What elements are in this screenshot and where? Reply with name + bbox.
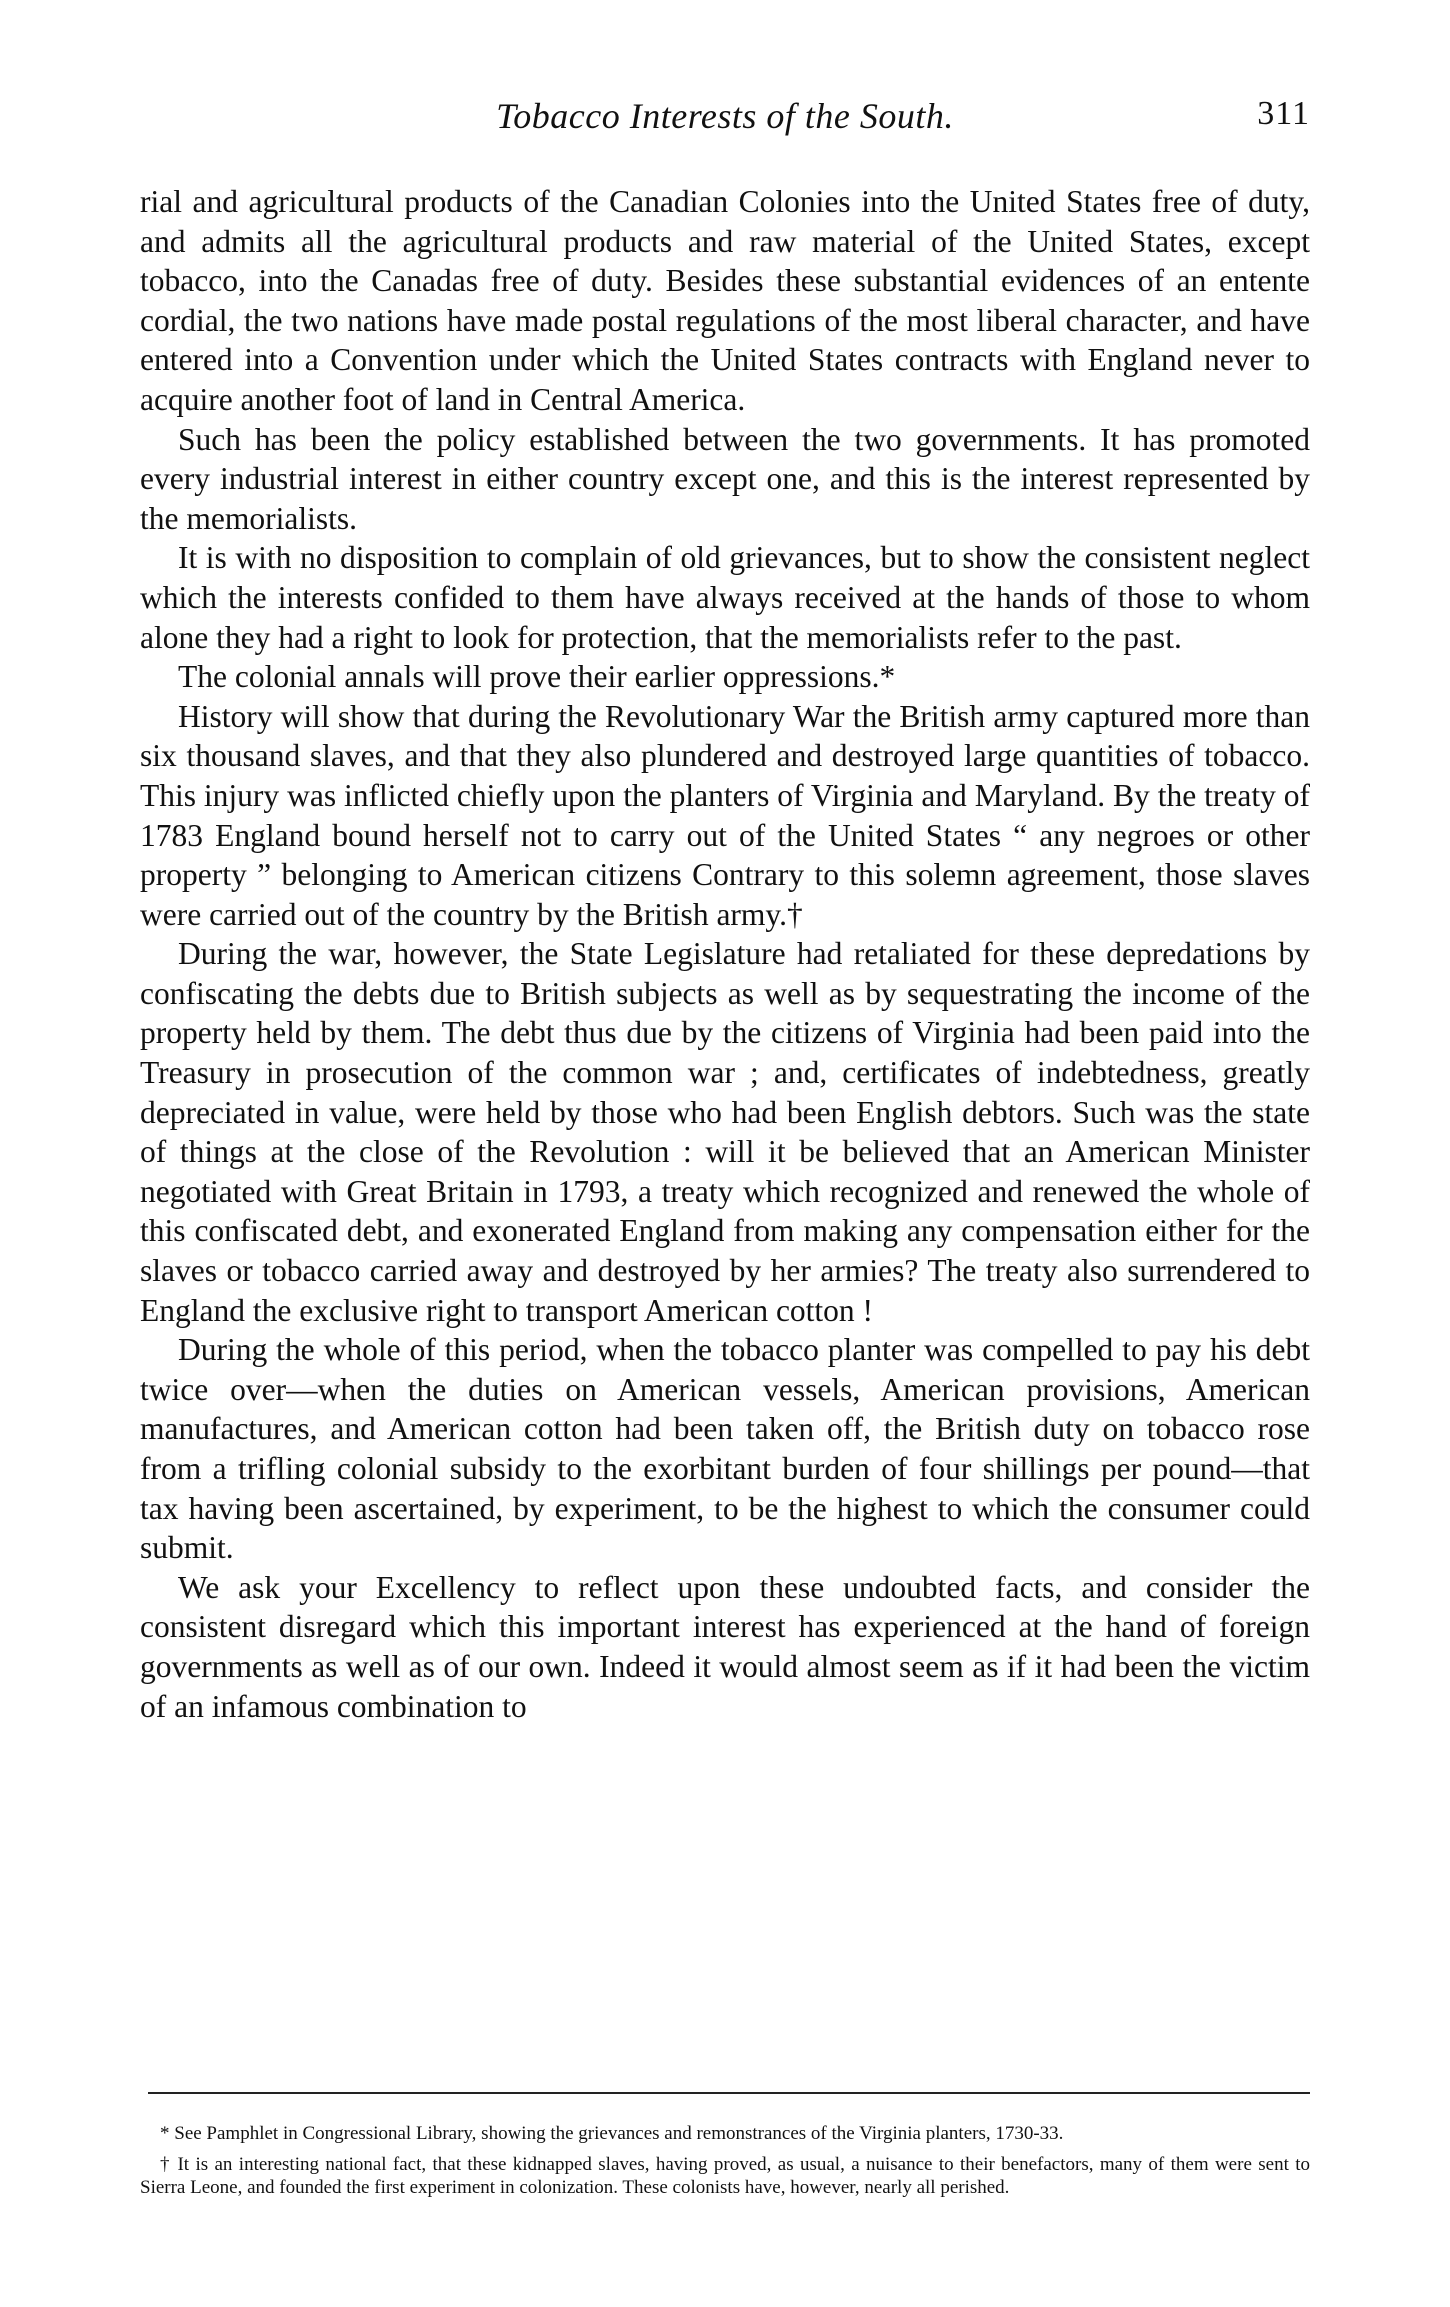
paragraph-colonial-annals: The colonial annals will prove their earlier oppressions.* bbox=[178, 659, 896, 695]
paragraph-excellency: We ask your Excellency to reflect upon these undoubted facts, and consider the consistent disregard which this important interest has experienced at the hand of foreign governments as well as of our own. Indeed it would almost seem as if it had been the victim of an infamous combination to bbox=[140, 1569, 1310, 1724]
paragraph-policy: Such has been the policy established between the two governments. It has promoted every industrial interest in either country except one, and this is the interest represented by the memorialists. bbox=[140, 421, 1310, 536]
footnote-asterisk: * See Pamphlet in Congressional Library, showing the grievances and remonstrances of the Virginia planters, 1730-33. bbox=[160, 2123, 1064, 2144]
footnote-dagger: † It is an interesting national fact, that these kidnapped slaves, having proved, as usual, a nuisance to their benefactors, many of them were sent to Sierra Leone, and founded the first experiment in colonization. These colonists have, however, nearly all perished. bbox=[140, 2154, 1310, 2198]
running-head bbox=[140, 95, 1310, 145]
footnote-divider bbox=[148, 2092, 1310, 2094]
body-text bbox=[140, 182, 1310, 1726]
paragraph-tobacco-duty: During the whole of this period, when the tobacco planter was compelled to pay his debt twice over—when the duties on American vessels, American provisions, American manufactures, and American cotton had been taken off, the British duty on tobacco rose from a trifling colonial subsidy to the exorbitant burden of four shillings per pound—that tax having been ascertained, by experiment, to be the highest to which the consumer could submit. bbox=[140, 1332, 1310, 1566]
footnotes bbox=[140, 2122, 1310, 2207]
paragraph-grievances: It is with no disposition to complain of old grievances, but to show the consistent neglect which the interests confided to them have always received at the hands of those to whom alone they had a right to look for protection, that the memorialists refer to the past. bbox=[140, 540, 1310, 655]
paragraph-revolutionary-war: History will show that during the Revolutionary War the British army captured more than six thousand slaves, and that they also plundered and destroyed large quantities of tobacco. This injury was inflicted chiefly upon the planters of Virginia and Maryland. By the treaty of 1783 England bound herself not to carry out of the United States “ any negroes or other property ” belonging to American citizens Contrary to this solemn agreement, those slaves were carried out of the country by the British army.† bbox=[140, 698, 1310, 932]
running-title: Tobacco Interests of the South. bbox=[496, 96, 954, 136]
paragraph-state-legislature: During the war, however, the State Legislature had retaliated for these depredations by confiscating the debts due to British subjects as well as by sequestrating the income of the property held by them. The debt thus due by the citizens of Virginia had been paid into the Treasury in prosecution of the common war ; and, certificates of indebtedness, greatly depreciated in value, were held by those who had been English debtors. Such was the state of things at the close of the Revolution : will it be believed that an American Minister negotiated with Great Britain in 1793, a treaty which recognized and renewed the whole of this confiscated debt, and exonerated England from making any compensation either for the slaves or tobacco carried away and destroyed by her armies? The treaty also surrendered to England the exclusive right to transport American cotton ! bbox=[140, 936, 1310, 1328]
paragraph-continued: rial and agricultural products of the Canadian Colonies into the United States free of duty, and admits all the agricultural products and raw material of the United States, except tobacco, into the Canadas free of duty. Besides these substantial evidences of an entente cordial, the two nations have made postal regulations of the most liberal character, and have entered into a Convention under which the United States contracts with England never to acquire another foot of land in Central America. bbox=[140, 184, 1310, 417]
page-number: 311 bbox=[1257, 95, 1310, 132]
